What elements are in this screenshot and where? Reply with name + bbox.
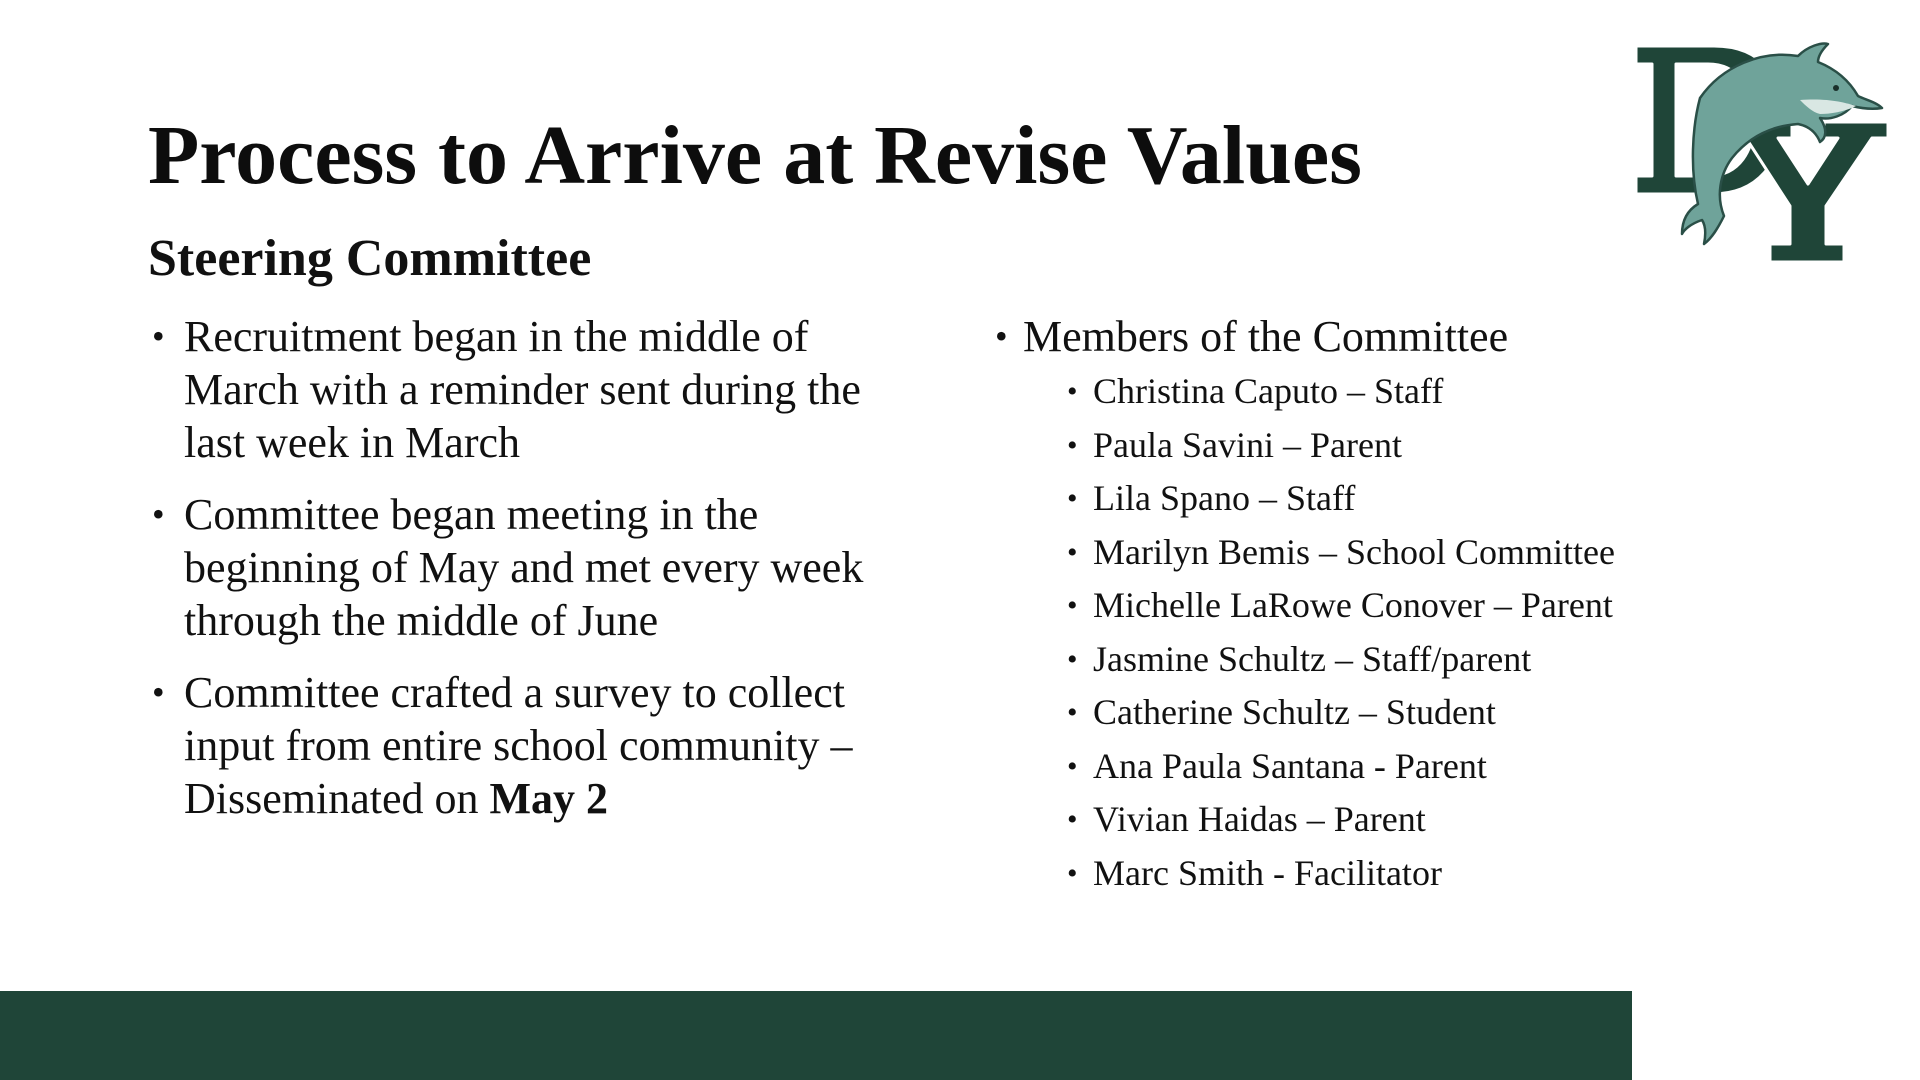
member-name: Michelle LaRowe Conover – Parent	[1093, 585, 1613, 625]
bullet-icon: •	[152, 316, 165, 356]
members-section	[995, 310, 1755, 900]
member-name: Paula Savini – Parent	[1093, 424, 1402, 465]
member-item	[995, 472, 1755, 526]
member-name: Jasmine Schultz – Staff/parent	[1093, 638, 1532, 679]
bullet-icon: •	[1067, 696, 1078, 729]
member-item	[995, 793, 1755, 847]
bullet-icon: •	[1067, 642, 1078, 676]
page-title: Process to Arrive at Revise Values	[148, 109, 1362, 202]
bullet-icon: •	[1067, 803, 1078, 836]
member-item	[995, 740, 1755, 794]
list-item-text: Committee crafted a survey to collect input from entire school community – Disseminated on	[184, 668, 853, 823]
members-heading	[995, 310, 1755, 363]
member-name: Ana Paula Santana - Parent	[1093, 745, 1487, 786]
section-subtitle: Steering Committee	[148, 230, 592, 287]
bullet-icon: •	[1067, 482, 1078, 515]
bullet-icon: •	[1067, 428, 1078, 462]
member-item	[995, 686, 1755, 740]
list-item-text: Committee began meeting in the beginning of May and met every week through the middle of June	[184, 490, 864, 645]
member-list	[995, 365, 1755, 900]
bullet-icon: •	[1067, 535, 1078, 569]
member-name: Marc Smith - Facilitator	[1093, 852, 1442, 893]
members-heading-text: Members of the Committee	[1023, 312, 1509, 361]
footer-bar	[0, 991, 1632, 1080]
bullet-icon: •	[1067, 375, 1078, 408]
member-item	[995, 419, 1755, 473]
bullet-icon: •	[152, 494, 165, 534]
list-item	[150, 310, 930, 469]
bullet-icon: •	[1067, 589, 1078, 622]
bullet-icon: •	[1067, 856, 1078, 890]
list-item-date: May 2	[489, 774, 609, 823]
list-item	[150, 666, 930, 825]
logo-letter-y	[1726, 122, 1888, 262]
left-bullet-list	[150, 310, 930, 844]
list-item-text: Recruitment began in the middle of March with a reminder sent during the last week in March	[184, 312, 861, 467]
member-item	[995, 365, 1755, 419]
logo-dolphin-eye	[1833, 85, 1839, 91]
member-item	[995, 579, 1755, 633]
member-name: Lila Spano – Staff	[1093, 478, 1356, 518]
dolphin-dy-logo-icon	[1630, 38, 1892, 268]
member-item	[995, 847, 1755, 901]
bullet-icon: •	[152, 672, 165, 712]
member-name: Christina Caputo – Staff	[1093, 371, 1444, 411]
member-name: Vivian Haidas – Parent	[1093, 799, 1426, 839]
bullet-icon: •	[1067, 749, 1078, 783]
bullet-icon: •	[995, 316, 1008, 356]
member-name: Marilyn Bemis – School Committee	[1093, 531, 1615, 572]
member-item	[995, 633, 1755, 687]
list-item	[150, 488, 930, 647]
member-item	[995, 526, 1755, 580]
member-name: Catherine Schultz – Student	[1093, 692, 1496, 732]
